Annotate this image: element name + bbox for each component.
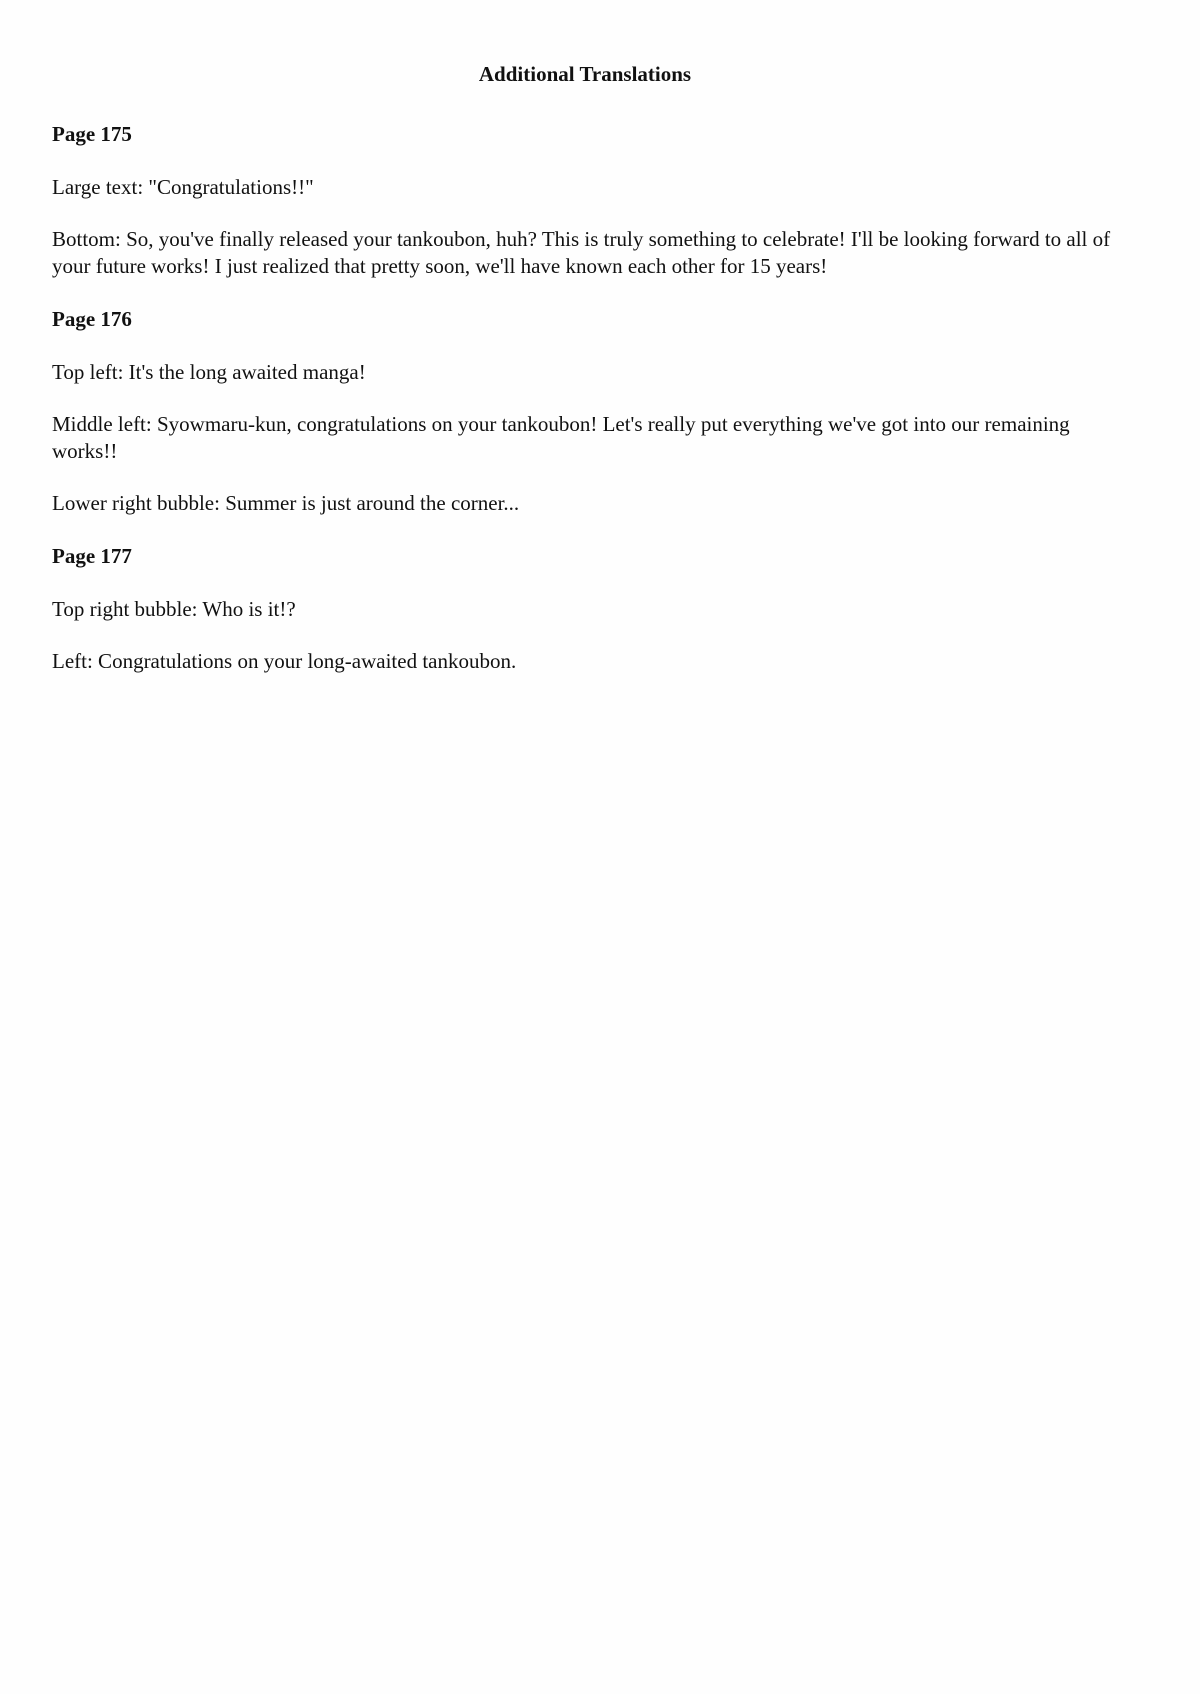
translation-entry: Top left: It's the long awaited manga! bbox=[52, 360, 366, 384]
section-page-176 bbox=[52, 305, 1124, 517]
translation-entry: Lower right bubble: Summer is just around the corner... bbox=[52, 491, 520, 515]
document-body bbox=[52, 120, 1124, 700]
section-heading: Page 177 bbox=[52, 544, 132, 568]
document-title: Additional Translations bbox=[478, 62, 692, 86]
translation-entry: Left: Congratulations on your long-awaited tankoubon. bbox=[52, 649, 517, 673]
section-heading: Page 175 bbox=[52, 122, 132, 146]
translation-entry: Top right bubble: Who is it!? bbox=[52, 597, 296, 621]
translation-entry: Middle left: Syowmaru-kun, congratulations on your tankoubon! Let's really put everything we've got into our remaining works!! bbox=[52, 412, 1070, 463]
section-page-175 bbox=[52, 120, 1124, 280]
translation-entry: Large text: "Congratulations!!" bbox=[52, 175, 314, 199]
section-heading: Page 176 bbox=[52, 307, 132, 331]
translation-entry: Bottom: So, you've finally released your tankoubon, huh? This is truly something to celebrate! I'll be looking forward to all of your future works! I just realized that pretty soon, we'll have known each other for 15 years! bbox=[52, 227, 1111, 278]
section-page-177 bbox=[52, 542, 1124, 675]
